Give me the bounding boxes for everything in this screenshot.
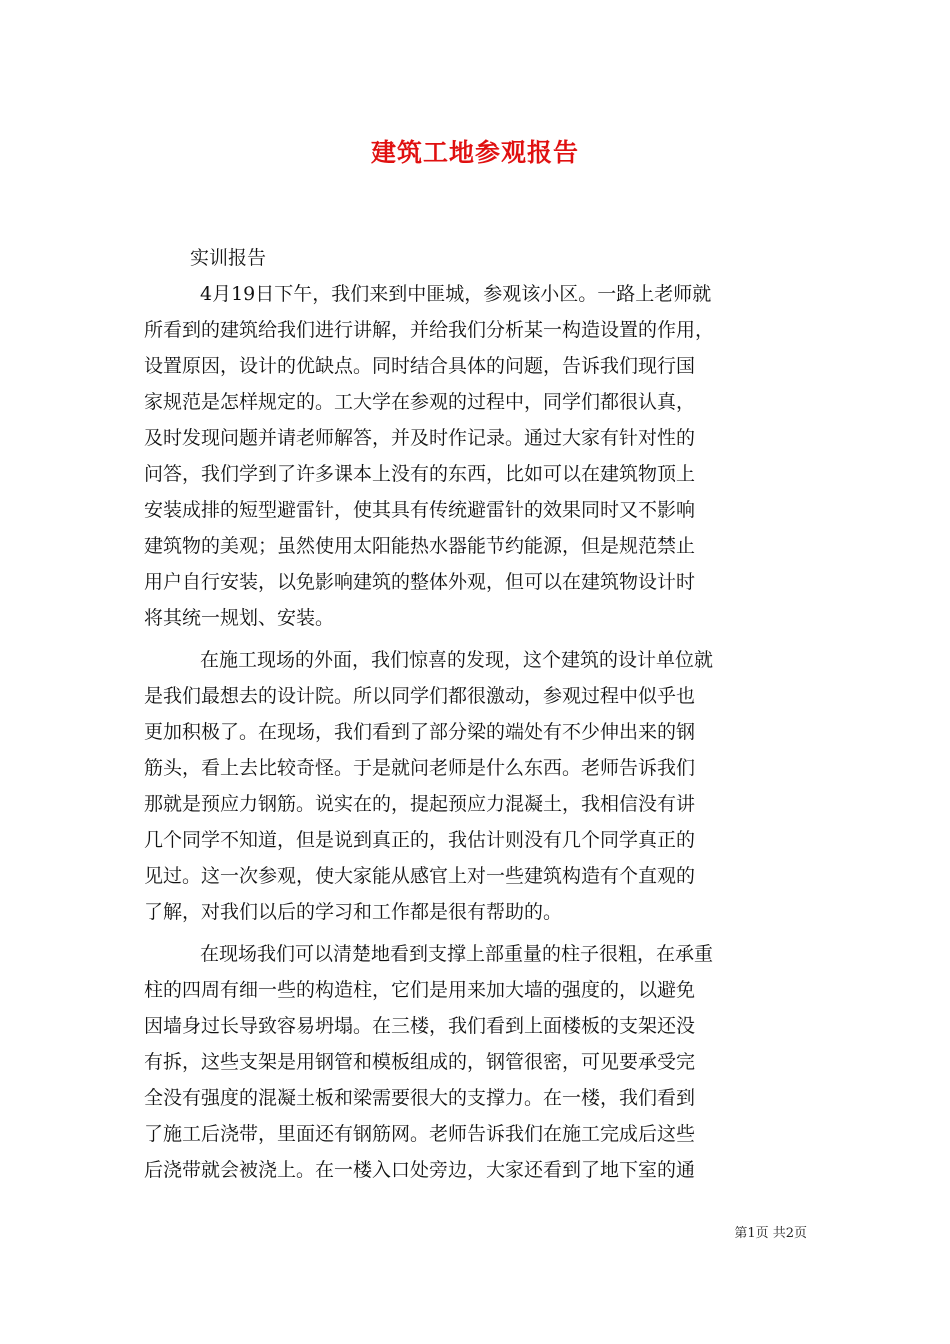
paragraph-line: 因墙身过长导致容易坍塌。在三楼，我们看到上面楼板的支架还没 <box>144 1015 696 1037</box>
paragraph-line: 家规范是怎样规定的。工大学在参观的过程中，同学们都很认真， <box>144 391 696 413</box>
paragraph-line: 4月19日下午，我们来到中匪城，参观该小区。一路上老师就 <box>200 283 712 305</box>
paragraph-line: 是我们最想去的设计院。所以同学们都很激动，参观过程中似乎也 <box>144 685 696 707</box>
paragraph-2 <box>144 642 814 930</box>
paragraph-line: 问答，我们学到了许多课本上没有的东西，比如可以在建筑物顶上 <box>144 463 696 485</box>
paragraph-line: 及时发现问题并请老师解答，并及时作记录。通过大家有针对性的 <box>144 427 696 449</box>
paragraph-line: 在施工现场的外面，我们惊喜的发现，这个建筑的设计单位就 <box>200 649 714 671</box>
paragraph-1 <box>144 276 814 636</box>
paragraph-line: 更加积极了。在现场，我们看到了部分梁的端处有不少伸出来的钢 <box>144 721 696 743</box>
page-number: 第1页 共2页 <box>734 1226 807 1241</box>
paragraph-line: 后浇带就会被浇上。在一楼入口处旁边，大家还看到了地下室的通 <box>144 1159 696 1181</box>
paragraph-line: 柱的四周有细一些的构造柱，它们是用来加大墙的强度的，以避免 <box>144 979 696 1001</box>
paragraph-line: 见过。这一次参观，使大家能从感官上对一些建筑构造有个直观的 <box>144 865 696 887</box>
paragraph-line: 了解，对我们以后的学习和工作都是很有帮助的。 <box>144 901 563 923</box>
paragraph-line: 建筑物的美观；虽然使用太阳能热水器能节约能源，但是规范禁止 <box>144 535 696 557</box>
paragraph-line: 用户自行安装，以免影响建筑的整体外观，但可以在建筑物设计时 <box>144 571 696 593</box>
paragraph-line: 所看到的建筑给我们进行讲解，并给我们分析某一构造设置的作用， <box>144 319 715 341</box>
paragraph-line: 有拆，这些支架是用钢管和模板组成的，钢管很密，可见要承受完 <box>144 1051 696 1073</box>
paragraph-line: 在现场我们可以清楚地看到支撑上部重量的柱子很粗，在承重 <box>200 943 714 965</box>
paragraph-line: 那就是预应力钢筋。说实在的，提起预应力混凝土，我相信没有讲 <box>144 793 696 815</box>
document-title: 建筑工地参观报告 <box>370 138 579 167</box>
paragraph-line: 将其统一规划、安装。 <box>144 607 335 629</box>
paragraph-line: 设置原因，设计的优缺点。同时结合具体的问题，告诉我们现行国 <box>144 355 696 377</box>
paragraph-line: 安装成排的短型避雷针，使其具有传统避雷针的效果同时又不影响 <box>144 499 696 521</box>
document-body <box>144 240 814 1188</box>
paragraph-line: 全没有强度的混凝土板和梁需要很大的支撑力。在一楼，我们看到 <box>144 1087 696 1109</box>
paragraph-3 <box>144 936 814 1188</box>
paragraph-line: 筋头，看上去比较奇怪。于是就问老师是什么东西。老师告诉我们 <box>144 757 696 779</box>
paragraph-line: 了施工后浇带，里面还有钢筋网。老师告诉我们在施工完成后这些 <box>144 1123 696 1145</box>
subtitle: 实训报告 <box>190 247 267 269</box>
paragraph-line: 几个同学不知道，但是说到真正的，我估计则没有几个同学真正的 <box>144 829 696 851</box>
